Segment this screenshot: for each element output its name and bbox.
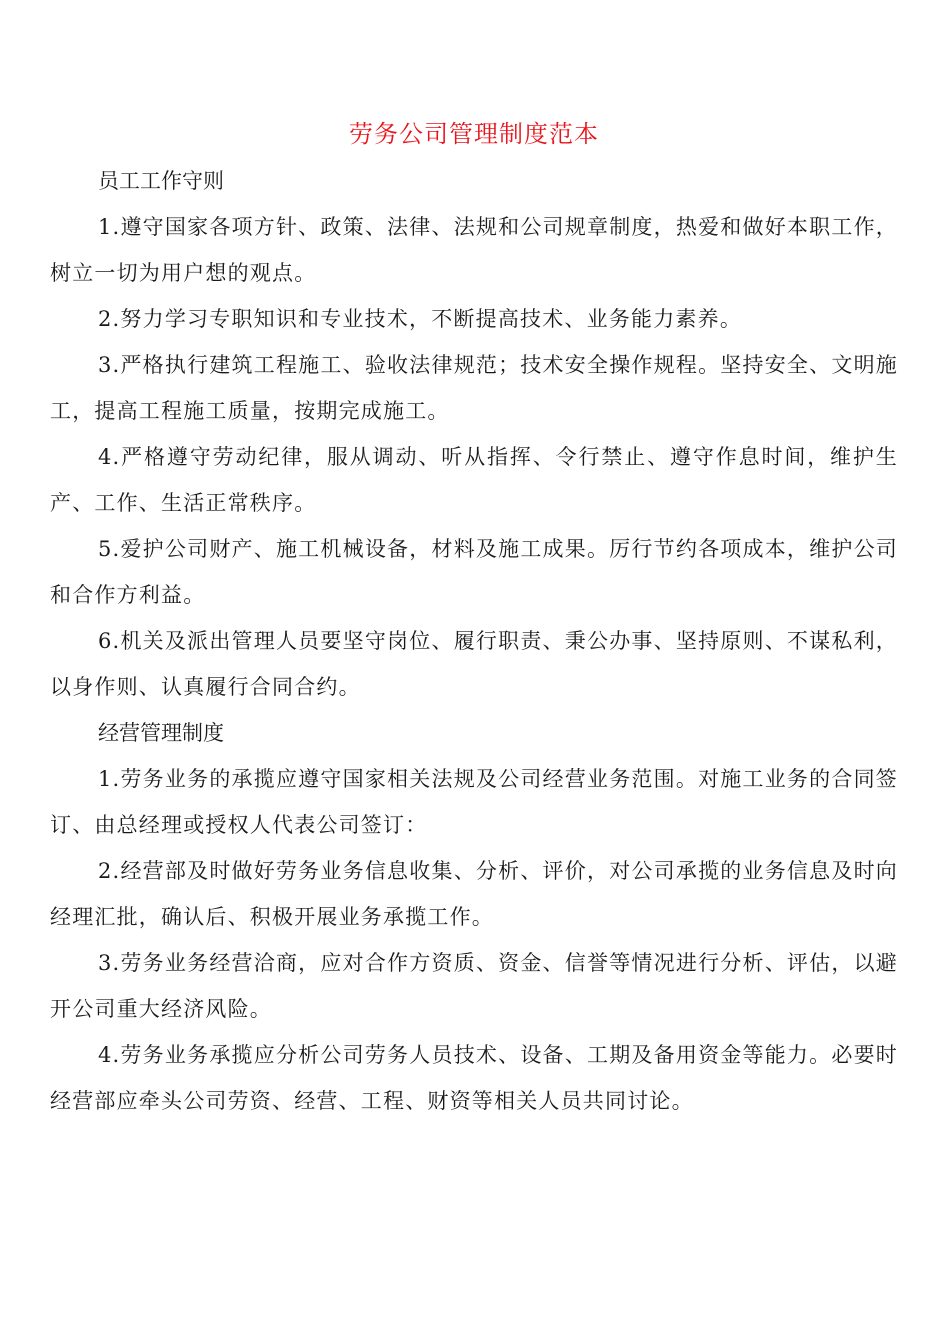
rule-item-6: 6.机关及派出管理人员要坚守岗位、履行职责、秉公办事、坚持原则、不谋私利，以身作则、认真履行合同合约。 bbox=[50, 629, 898, 699]
section-heading: 经营管理制度 bbox=[98, 721, 224, 745]
policy-item-2: 2.经营部及时做好劳务业务信息收集、分析、评价，对公司承揽的业务信息及时向经理汇批，确认后、积极开展业务承揽工作。 bbox=[50, 859, 898, 929]
section-business-management bbox=[50, 710, 898, 1124]
document-title: 劳务公司管理制度范本 bbox=[349, 120, 599, 148]
rule-item-5: 5.爱护公司财产、施工机械设备，材料及施工成果。厉行节约各项成本，维护公司和合作方利益。 bbox=[50, 537, 898, 607]
document-page bbox=[50, 112, 898, 1124]
rule-item-1: 1.遵守国家各项方针、政策、法律、法规和公司规章制度，热爱和做好本职工作，树立一切为用户想的观点。 bbox=[50, 215, 898, 285]
policy-item-1: 1.劳务业务的承揽应遵守国家相关法规及公司经营业务范围。对施工业务的合同签订、由总经理或授权人代表公司签订： bbox=[50, 767, 898, 837]
policy-item-4: 4.劳务业务承揽应分析公司劳务人员技术、设备、工期及备用资金等能力。必要时经营部应牵头公司劳资、经营、工程、财资等相关人员共同讨论。 bbox=[50, 1043, 898, 1113]
policy-item-3: 3.劳务业务经营洽商，应对合作方资质、资金、信誉等情况进行分析、评估，以避开公司重大经济风险。 bbox=[50, 951, 898, 1021]
section-heading: 员工工作守则 bbox=[98, 169, 224, 193]
rule-item-2: 2.努力学习专职知识和专业技术，不断提高技术、业务能力素养。 bbox=[98, 307, 743, 331]
section-employee-rules bbox=[50, 158, 898, 710]
rule-item-3: 3.严格执行建筑工程施工、验收法律规范；技术安全操作规程。坚持安全、文明施工，提高工程施工质量，按期完成施工。 bbox=[50, 353, 898, 423]
rule-item-4: 4.严格遵守劳动纪律，服从调动、听从指挥、令行禁止、遵守作息时间，维护生产、工作、生活正常秩序。 bbox=[50, 445, 898, 515]
